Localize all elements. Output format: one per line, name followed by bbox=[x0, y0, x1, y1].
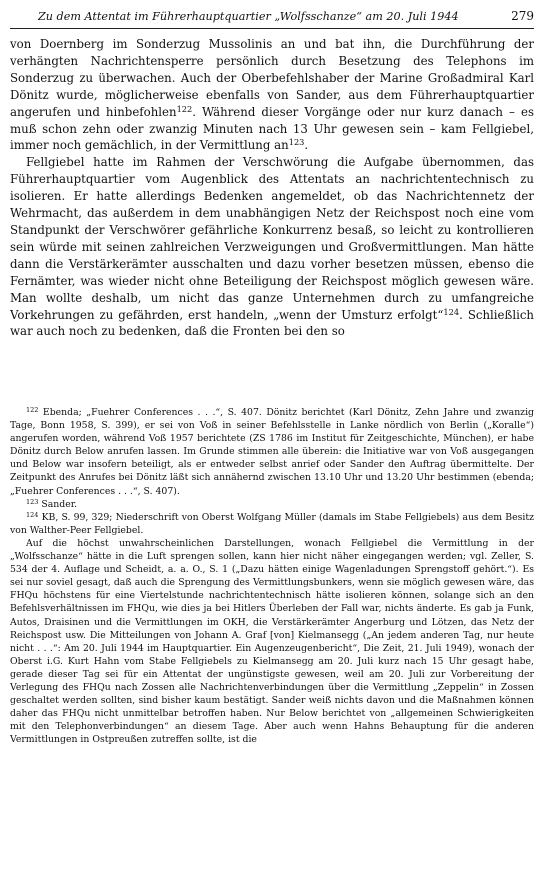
footnote bbox=[10, 511, 534, 537]
footnote-number: 124 bbox=[26, 510, 39, 519]
paragraph-text: von Doernberg im Sonderzug Mussolinis an und bat ihn, die Durchführung der verhängten Nachrichtensperre persönlich durch Besetzung des Telephons im Sonderzug zu überwachen. Auch der Oberbefehlshaber der Marine Großadmiral Karl Dönitz wurde, möglicherweise ebenfalls von Sander, aus dem Führerhauptquartier angerufen und hinbefohlen bbox=[10, 37, 534, 119]
footnotes bbox=[10, 406, 534, 746]
footnote-text: Sander. bbox=[38, 498, 78, 510]
running-head: Zu dem Attentat im Führerhauptquartier „Wolfsschanze“ am 20. Juli 1944 bbox=[38, 10, 459, 23]
paragraph-text: . bbox=[304, 138, 309, 153]
footnote-ref: 122 bbox=[176, 103, 193, 114]
footnote-ref: 123 bbox=[288, 137, 305, 148]
paragraph-text: Fellgiebel hatte im Rahmen der Verschwörung die Aufgabe übernommen, das Führerhauptquartier vom Augenblick des Attentats an nachrichtentechnisch zu isolieren. Er hatte allerdings Bedenken angemeldet, ob das Nachrichtennetz der Wehrmacht, das außerdem in dem unabhängigen Netz der Reichspost noch eine vom Standpunkt der Verschwörer gefährliche Konkurrenz besaß, so leicht zu kontrollieren sein würde mit seinen zahlreichen Verzweigungen und Großvermittlungen. Man hätte dann die Verstärkerämter ausschalten und dazu vorher besetzen müssen, ebenso die Fernämter, was wieder nicht ohne Beteiligung der Reichspost möglich gewesen wäre. Man wollte deshalb, um nicht das ganze Unternehmen durch zu umfangreiche Vorkehrungen zu gefährden, erst handeln, „wenn der Umsturz erfolgt“ bbox=[10, 155, 534, 322]
paragraph bbox=[10, 154, 534, 340]
footnote-text: Auf die höchst unwahrscheinlichen Darstellungen, wonach Fellgiebel die Vermittlung in der „Wolfsschanze“ hätte in die Luft sprengen sollen, kann hier nicht näher eingegangen werden; vgl. Zeller, S. 534 der 4. Auflage und Scheidt, a. a. O., S. 1 („Dazu hätten einige Wagenladungen Sprengstoff gehört.“). Es sei nur soviel gesagt, daß auch die Sprengung des Vermittlungsbunkers, wenn sie möglich gewesen wäre, das FHQu höchstens für eine Viertelstunde nachrichtentechnisch hätte isolieren können, solange sich an den Befehlsverhältnissen im FHQu, wie dies ja bei Hitlers Überleben der Fall war, nichts änderte. Es gab ja Funk, Autos, Draisinen und die Vermittlungen im OKH, die Verstärkerämter Angerburg und Lötzen, das Netz der Reichspost usw. Die Mitteilungen von Johann A. Graf [von] Kielmansegg („An jedem anderen Tag, nur heute nicht . . .“: Am 20. Juli 1944 im Hauptquartier. Ein Augenzeugenbericht“, Die Zeit, 21. Juli 1949), wonach der Oberst i.G. Kurt Hahn vom Stabe Fellgiebels zu Kielmansegg am 20. Juli kurz nach 15 Uhr gesagt habe, gerade dieser Tag sei für ein Attentat der ungünstigste gewesen, weil am 20. Juli zur Vorbereitung der Verlegung des FHQu nach Zossen alle Nachrichtenverbindungen über die Vermittlung „Zeppelin“ in Zossen geschaltet werden sollten, sind bisher kaum bestätigt. Sander weiß nichts davon und die Maßnahmen können daher das FHQu nicht unmittelbar betroffen haben. Nur Below berichtet von „allgemeinen Schwierigkeiten mit den Telephonverbindungen“ an diesem Tage. Aber auch wenn Hahns Behauptung für die anderen Vermittlungen in Ostpreußen zutreffen sollte, ist die bbox=[10, 537, 534, 746]
footnote-text: Ebenda; „Fuehrer Conferences . . .“, S. 407. Dönitz berichtet (Karl Dönitz, Zehn Jahre und zwanzig Tage, Bonn 1958, S. 399), er sei von Voß in seiner Befehlsstelle in Lanke nördlich von Berlin („Koralle“) angerufen worden, während Voß 1957 berichtete (ZS 1786 im Institut für Zeitgeschichte, München), er habe Dönitz durch Below anrufen lassen. Im Grunde stimmen alle überein: die Initiative war von Voß ausgegangen und Below war insofern beteiligt, als er entweder selbst anrief oder Sander den Auftrag übermittelte. Der Zeitpunkt des Anrufes bei Dönitz läßt sich annähernd zwischen 13.10 Uhr und 13.20 Uhr bestimmen (ebenda; „Fuehrer Conferences . . .“, S. 407). bbox=[10, 407, 534, 497]
paragraph bbox=[10, 36, 534, 154]
footnote-ref: 124 bbox=[443, 306, 460, 317]
footnote-number: 122 bbox=[26, 405, 39, 414]
footnote-text: KB, S. 99, 329; Niederschrift von Oberst Wolfgang Müller (damals im Stabe Fellgiebels) aus dem Besitz von Walther-Peer Fellgiebel. bbox=[10, 511, 534, 536]
footnote bbox=[10, 498, 534, 511]
page-number: 279 bbox=[511, 9, 534, 23]
footnote-continuation bbox=[10, 537, 534, 747]
footnote bbox=[10, 406, 534, 498]
page-header bbox=[10, 6, 534, 29]
paragraph-text: . Schließlich war auch noch zu bedenken, daß die Fronten bei den so bbox=[10, 307, 534, 339]
main-text bbox=[10, 36, 534, 340]
footnote-number: 123 bbox=[26, 497, 39, 506]
paragraph-text: . Während dieser Vorgänge oder nur kurz danach – es muß schon zehn oder zwanzig Minuten nach 13 Uhr gewesen sein – kam Fellgiebel, immer noch gemächlich, in der Vermittlung an bbox=[10, 104, 534, 153]
